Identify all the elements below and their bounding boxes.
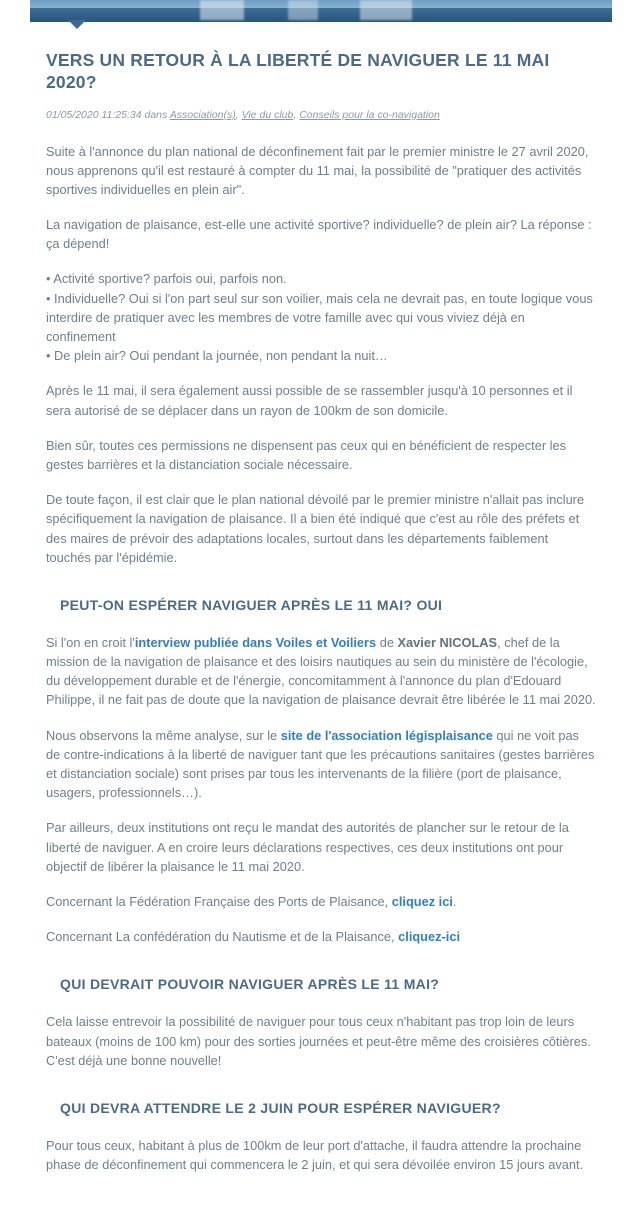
bullet-list <box>46 269 596 365</box>
bullet-item-individuelle: • Individuelle? Oui si l'on part seul sur son voilier, mais cela ne devrait pas, en toute logique vous interdire de pratiquer avec les membres de votre famille avec qui vous viviez déjà en confinement <box>46 290 593 344</box>
paragraph-ffpp <box>46 892 596 911</box>
link-cliquez-ici-cnp[interactable]: cliquez-ici <box>398 929 461 945</box>
link-interview-voiles-et-voiliers[interactable]: interview publiée dans Voiles et Voiliers <box>134 634 377 650</box>
meta-separator: , <box>293 108 300 121</box>
paragraph-institutions: Par ailleurs, deux institutions ont reçu le mandat des autorités de plancher sur le retour de la liberté de naviguer. A en croire leurs déclarations respectives, ces deux institutions ont pour objectif de libérer la plaisance le 11 mai 2020. <box>46 820 569 874</box>
hero-sea <box>0 8 642 22</box>
link-cliquez-ici-ffpp[interactable]: cliquez ici <box>391 893 453 909</box>
person-name-xavier-nicolas: Xavier NICOLAS <box>397 634 498 650</box>
text-mid: de <box>376 634 398 650</box>
meta-separator: , <box>235 108 242 121</box>
text-before-link: Concernant la Fédération Française des Ports de Plaisance, <box>46 893 392 909</box>
hero-edge-right <box>612 0 642 22</box>
text-after-link: qui ne voit pas de contre-indications à la liberté de naviguer tant que les précautions sanitaires (gestes barrières et distanciation sociale) sont prises par tous les intervenants de la filière (port de plaisance, usagers, professionnels…). <box>46 727 595 801</box>
paragraph-intro: Suite à l'annonce du plan national de déconfinement fait par le premier ministre le 27 avril 2020, nous apprenons qu'il est restauré à compter du 11 mai, la possibilité de "pratiquer des activités sportives individuelles en plein air". <box>46 143 589 197</box>
section-heading-qui-devra-attendre: QUI DEVRA ATTENDRE LE 2 JUIN POUR ESPÉRER NAVIGUER? <box>60 1099 501 1116</box>
paragraph-qui-devra-attendre: Pour tous ceux, habitant à plus de 100km de leur port d'attache, il faudra attendre la prochaine phase de déconfinement qui commencera le 2 juin, et qui sera dévoilée environ 15 jours avant. <box>46 1137 584 1173</box>
hero-edge-left <box>0 0 30 22</box>
section-heading-peut-on-esperer: PEUT-ON ESPÉRER NAVIGUER APRÈS LE 11 MAI? OUI <box>60 596 443 613</box>
section-heading-qui-devrait: QUI DEVRAIT POUVOIR NAVIGUER APRÈS LE 11 MAI? <box>60 976 440 993</box>
text-after-link: , chef de la mission de la navigation de plaisance et des loisirs nautiques au sein du ministère de l'écologie, du développement durable et de l'énergie, concomitamment à l'annonce du plan d'Edouard Philippe, il ne fait pas de doute que la navigation de plaisance devrait être libérée le 11 mai 2020. <box>46 634 596 708</box>
hero-image <box>0 0 642 22</box>
category-link-conseils[interactable]: Conseils pour la co-navigation <box>299 108 440 121</box>
paragraph-cnp <box>46 927 596 946</box>
post-meta <box>46 108 596 124</box>
paragraph-rassemblement: Après le 11 mai, il sera également aussi possible de se rassembler jusqu'à 10 personnes et il sera autorisé de se déplacer dans un rayon de 100km de son domicile. <box>46 383 573 418</box>
category-link-vie-du-club[interactable]: Vie du club <box>241 108 294 121</box>
text-before-link: Concernant La confédération du Nautisme et de la Plaisance, <box>46 929 399 945</box>
post-date: 01/05/2020 11:25:34 <box>46 108 142 121</box>
meta-in-word: dans <box>144 108 168 121</box>
paragraph-interview <box>46 633 596 710</box>
text-before-link: Nous observons la même analyse, sur le <box>46 727 281 743</box>
bottom-spacer <box>46 1190 596 1204</box>
paragraph-plan-national: De toute façon, il est clair que le plan national dévoilé par le premier ministre n'allait pas inclure spécifiquement la navigation de plaisance. Il a bien été indiqué que c'est au rôle des préfets et des maires de prévoir des adaptations locales, surtout dans les départements faiblement touchés par l'épidémie. <box>46 492 585 565</box>
bullet-item-plein-air: • De plein air? Oui pendant la journée, non pendant la nuit… <box>46 348 388 364</box>
text-before-link: Si l'on en croit l' <box>46 634 135 650</box>
paragraph-qui-devrait: Cela laisse entrevoir la possibilité de naviguer pour tous ceux n'habitant pas trop loin de leurs bateaux (moins de 100 km) pour des sorties journées et peut-être même des croisières côtières. C'est déjà une bonne nouvelle! <box>46 1014 591 1068</box>
paragraph-legisplaisance <box>46 726 596 803</box>
category-link-association[interactable]: Association(s) <box>169 108 236 121</box>
sailboat-icon <box>288 0 318 20</box>
triangle-pointer-icon <box>68 20 86 29</box>
page-title: VERS UN RETOUR À LA LIBERTÉ DE NAVIGUER LE 11 MAI 2020? <box>46 50 550 92</box>
link-site-legisplaisance[interactable]: site de l'association légisplaisance <box>280 727 493 743</box>
sailboat-icon <box>360 0 412 20</box>
paragraph-question: La navigation de plaisance, est-elle une activité sportive? individuelle? de plein air? La réponse : ça dépend! <box>46 217 592 252</box>
sailboat-icon <box>200 0 244 20</box>
article-content <box>0 22 642 1214</box>
bullet-item-sportive: • Activité sportive? parfois oui, parfois non. <box>46 271 287 287</box>
paragraph-gestes-barrieres: Bien sûr, toutes ces permissions ne dispensent pas ceux qui en bénéficient de respecter les gestes barrières et la distanciation sociale nécessaire. <box>46 437 566 472</box>
text-after-link: . <box>452 893 457 909</box>
